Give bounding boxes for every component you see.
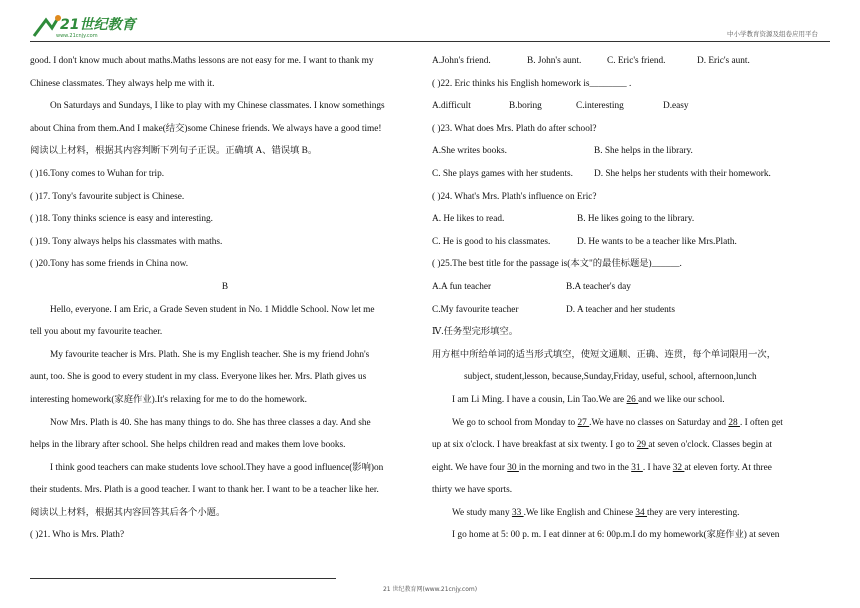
- option: C. Eric's friend.: [607, 56, 666, 66]
- question-25: ( )25.The best title for the passage is(本文"的最佳标题是)______.: [432, 259, 682, 270]
- text: . I have: [642, 462, 673, 473]
- blank-28: 28: [728, 417, 740, 428]
- option: C. He is good to his classmates.: [432, 236, 551, 247]
- text: .We like English and Chinese: [523, 507, 636, 518]
- blank-33: 33: [511, 507, 524, 518]
- option: B. John's aunt.: [527, 56, 582, 66]
- question-19: ( )19. Tony always helps his classmates with maths.: [30, 236, 223, 247]
- header-platform-name: 中小学教育资源及组卷应用平台: [727, 30, 818, 38]
- text: We go to school from Monday to: [452, 417, 578, 428]
- option: B.boring: [509, 101, 542, 112]
- cloze-line: [432, 502, 822, 525]
- blank-27: 27: [577, 417, 590, 428]
- text: at eleven forty. At three: [684, 462, 772, 473]
- option: B. He likes going to the library.: [577, 214, 695, 225]
- cloze-line: I go home at 5: 00 p. m. I eat dinner at 6: 00p.m.I do my homework(家庭作业) at seven: [452, 530, 780, 541]
- passage-line: tell you about my favourite teacher.: [30, 327, 163, 338]
- logo-text: 21世纪教育: [60, 17, 136, 33]
- option: D. She helps her students with their homework.: [594, 168, 771, 179]
- question-18: ( )18. Tony thinks science is easy and interesting.: [30, 214, 214, 225]
- footer-divider: [30, 578, 336, 579]
- text: at seven o'clock. Classes begin at: [648, 440, 772, 451]
- option: A.She writes books.: [432, 146, 507, 157]
- logo-url: www.21cnjy.com: [56, 33, 98, 39]
- passage-line: about China from them.And I make(结交)some Chinese friends. We always have a good time!: [30, 123, 382, 134]
- cloze-line: [432, 389, 822, 412]
- text: they are very interesting.: [647, 507, 740, 518]
- header-divider: [30, 41, 830, 42]
- question-21: ( )21. Who is Mrs. Plath?: [30, 530, 125, 541]
- blank-29: 29: [636, 440, 649, 451]
- passage-line: Hello, everyone. I am Eric, a Grade Seven student in No. 1 Middle School. Now let me: [50, 304, 375, 315]
- q25-options-ab: [432, 276, 822, 299]
- passage-line: aunt, too. She is good to every student in my class. Everyone likes her. Mrs. Plath gives us: [30, 372, 367, 383]
- passage-line: interesting homework(家庭作业).It's relaxing for me to do the homework.: [30, 394, 307, 405]
- q21-options: [432, 50, 822, 73]
- footer-text: 21 世纪教育网(www.21cnjy.com): [382, 586, 478, 593]
- blank-26: 26: [626, 394, 639, 405]
- blank-30: 30: [507, 462, 519, 473]
- q23-options-ab: [432, 140, 822, 163]
- passage-line: helps in the library after school. She helps children read and makes them love books.: [30, 440, 346, 451]
- option: A.difficult: [432, 101, 471, 112]
- question-17: ( )17. Tony's favourite subject is Chinese.: [30, 191, 185, 202]
- text: up at six o'clock. I have breakfast at six twenty. I go to: [432, 440, 637, 451]
- text: We study many: [452, 507, 512, 518]
- option: B. She helps in the library.: [594, 146, 693, 157]
- question-24: ( )24. What's Mrs. Plath's influence on Eric?: [432, 191, 597, 202]
- left-column: [30, 50, 420, 547]
- cloze-line: [432, 434, 822, 457]
- option: A.A fun teacher: [432, 281, 492, 292]
- option: D. He wants to be a teacher like Mrs.Plath.: [577, 236, 737, 247]
- text: .We have no classes on Saturday and: [589, 417, 729, 428]
- question-20: ( )20.Tony has some friends in China now.: [30, 259, 189, 270]
- right-column: [432, 50, 822, 547]
- q24-options-ab: [432, 208, 822, 231]
- option: D.easy: [663, 101, 689, 112]
- question-23: ( )23. What does Mrs. Plath do after school?: [432, 123, 597, 134]
- option: B.A teacher's day: [566, 281, 631, 292]
- q22-options: [432, 95, 822, 118]
- word-bank: subject, student,lesson, because,Sunday,Friday, useful, school, afternoon,lunch: [464, 372, 757, 383]
- blank-31: 31: [631, 462, 643, 473]
- passage-line: Chinese classmates. They always help me with it.: [30, 78, 215, 89]
- option: D. A teacher and her students: [566, 304, 675, 315]
- option: A. He likes to read.: [432, 214, 505, 225]
- cloze-line: thirty we have sports.: [432, 485, 513, 496]
- q24-options-cd: [432, 231, 822, 254]
- passage-line: good. I don't know much about maths.Maths lessons are not easy for me. I want to thank my: [30, 56, 374, 66]
- cloze-line: [432, 412, 822, 435]
- instruction: 阅读以上材料，根据其内容判断下列句子正误。正确填 A、错误填 B。: [30, 146, 318, 157]
- blank-32: 32: [672, 462, 685, 473]
- cloze-line: [432, 457, 822, 480]
- question-22: ( )22. Eric thinks his English homework is________ .: [432, 78, 632, 89]
- option: C. She plays games with her students.: [432, 168, 573, 179]
- option: A.John's friend.: [432, 56, 491, 66]
- option: C.My favourite teacher: [432, 304, 519, 315]
- passage-line: their students. Mrs. Plath is a good teacher. I want to thank her. I want to be a teacher like her.: [30, 485, 379, 496]
- text: in the morning and two in the: [518, 462, 632, 473]
- passage-line: I think good teachers can make students love school.They have a good influence(影响)on: [50, 462, 384, 473]
- q25-options-cd: [432, 299, 822, 322]
- text: and we like our school.: [638, 394, 725, 405]
- section-b-heading: B: [221, 281, 229, 292]
- instruction: 阅读以上材料，根据其内容回答其后各个小题。: [30, 507, 226, 518]
- passage-line: On Saturdays and Sundays, I like to play with my Chinese classmates. I know somethings: [50, 101, 385, 112]
- q23-options-cd: [432, 163, 822, 186]
- passage-line: My favourite teacher is Mrs. Plath. She is my English teacher. She is my friend John's: [50, 349, 370, 360]
- option: D. Eric's aunt.: [697, 56, 750, 66]
- blank-34: 34: [635, 507, 648, 518]
- text: I am Li Ming. I have a cousin, Lin Tao.We are: [452, 394, 627, 405]
- section-4-heading: Ⅳ.任务型完形填空。: [432, 327, 518, 338]
- instruction: 用方框中所给单词的适当形式填空，使短文通顺、正确、连贯，每个单词限用一次，: [432, 349, 776, 360]
- text: eight. We have four: [432, 462, 508, 473]
- passage-line: Now Mrs. Plath is 40. She has many things to do. She has three classes a day. And she: [50, 417, 371, 428]
- option: C.interesting: [576, 101, 624, 112]
- text: . I often get: [739, 417, 783, 428]
- question-16: ( )16.Tony comes to Wuhan for trip.: [30, 168, 165, 179]
